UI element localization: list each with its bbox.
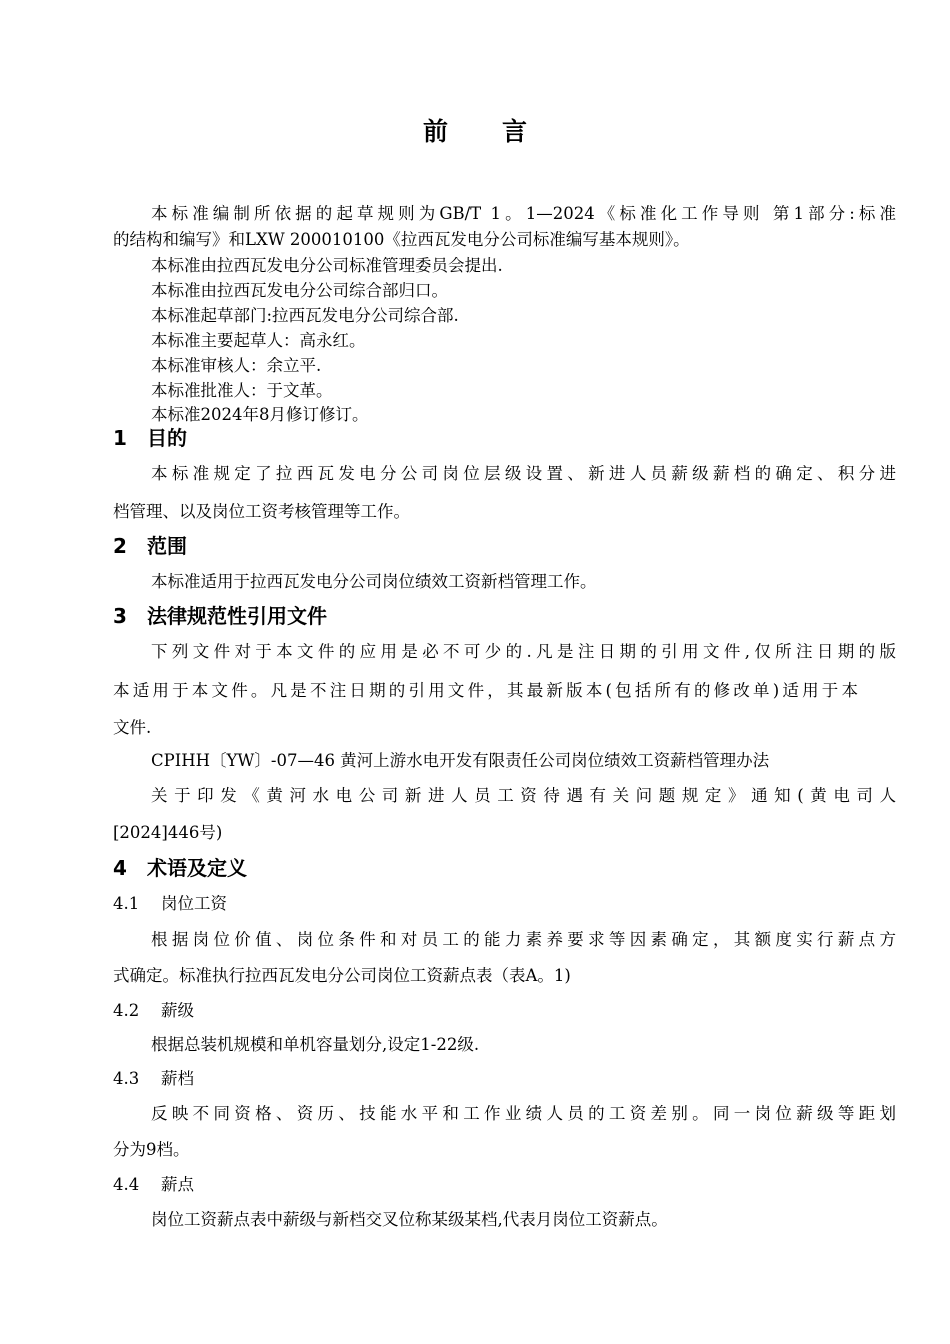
preface-line: 本标准2024年8月修订修订。 <box>151 405 369 424</box>
subsection-heading <box>113 997 194 1021</box>
preface-line: 本标准起草部门:拉西瓦发电分公司综合部. <box>151 306 459 325</box>
subsection-term: 岗位工资 <box>161 894 227 913</box>
subsection-number: 4.2 <box>113 1001 140 1020</box>
subsection-term: 薪档 <box>161 1069 194 1088</box>
section-heading <box>113 852 247 881</box>
section-title: 法律规范性引用文件 <box>147 604 327 628</box>
section-number: 2 <box>113 534 127 558</box>
preface-line: 本标准主要起草人：高永红。 <box>151 331 366 350</box>
body-line: 分为9档。 <box>113 1140 190 1159</box>
preface-line: 本标准审核人：余立平. <box>151 356 322 375</box>
section-number: 4 <box>113 856 127 880</box>
body-line: 下列文件对于本文件的应用是必不可少的.凡是注日期的引用文件,仅所注日期的版 <box>151 642 896 661</box>
reference-line: CPIHH〔YW〕-07—46 黄河上游水电开发有限责任公司岗位绩效工资薪档管理办法 <box>151 751 770 770</box>
preface-line: 本标准编制所依据的起草规则为GB/T 1。1—2024《标准化工作导则 第1部分:标准 <box>151 204 896 223</box>
reference-line: 关于印发《黄河水电公司新进人员工资待遇有关问题规定》通知(黄电司人 <box>151 786 896 805</box>
section-heading <box>113 530 187 559</box>
body-line: 本适用于本文件。凡是不注日期的引用文件，其最新版本(包括所有的修改单)适用于本 <box>113 681 858 700</box>
subsection-heading <box>113 1065 194 1089</box>
preface-line: 本标准批准人：于文革。 <box>151 381 333 400</box>
body-line: 根据总装机规模和单机容量划分,设定1-22级. <box>151 1035 480 1054</box>
body-line: 本标准适用于拉西瓦发电分公司岗位绩效工资新档管理工作。 <box>151 572 597 591</box>
subsection-number: 4.3 <box>113 1069 140 1088</box>
subsection-heading <box>113 890 227 914</box>
section-heading <box>113 422 187 451</box>
subsection-term: 薪级 <box>161 1001 194 1020</box>
body-line: 文件. <box>113 718 152 737</box>
page-title: 前言 <box>422 117 581 146</box>
preface-line: 的结构和编写》和LXW 200010100《拉西瓦发电分公司标准编写基本规则》。 <box>113 230 690 249</box>
reference-line: [2024]446号) <box>113 823 223 842</box>
section-title: 目的 <box>147 426 187 450</box>
body-line: 本标准规定了拉西瓦发电分公司岗位层级设置、新进人员薪级薪档的确定、积分进 <box>151 464 896 483</box>
subsection-number: 4.4 <box>113 1175 140 1194</box>
section-number: 3 <box>113 604 127 628</box>
body-line: 岗位工资薪点表中薪级与新档交叉位称某级某档,代表月岗位工资薪点。 <box>151 1210 668 1229</box>
preface-line: 本标准由拉西瓦发电分公司综合部归口。 <box>151 281 448 300</box>
section-heading <box>113 600 327 629</box>
section-title: 范围 <box>147 534 187 558</box>
body-line: 反映不同资格、资历、技能水平和工作业绩人员的工资差别。同一岗位薪级等距划 <box>151 1104 896 1123</box>
preface-line: 本标准由拉西瓦发电分公司标准管理委员会提出. <box>151 256 503 275</box>
section-title: 术语及定义 <box>147 856 247 880</box>
body-line: 根据岗位价值、岗位条件和对员工的能力素养要求等因素确定，其额度实行薪点方 <box>151 930 896 949</box>
body-line: 档管理、以及岗位工资考核管理等工作。 <box>113 502 410 521</box>
body-line: 式确定。标准执行拉西瓦发电分公司岗位工资薪点表（表A。1) <box>113 966 571 985</box>
section-number: 1 <box>113 426 127 450</box>
subsection-term: 薪点 <box>161 1175 194 1194</box>
subsection-heading <box>113 1171 194 1195</box>
subsection-number: 4.1 <box>113 894 140 913</box>
